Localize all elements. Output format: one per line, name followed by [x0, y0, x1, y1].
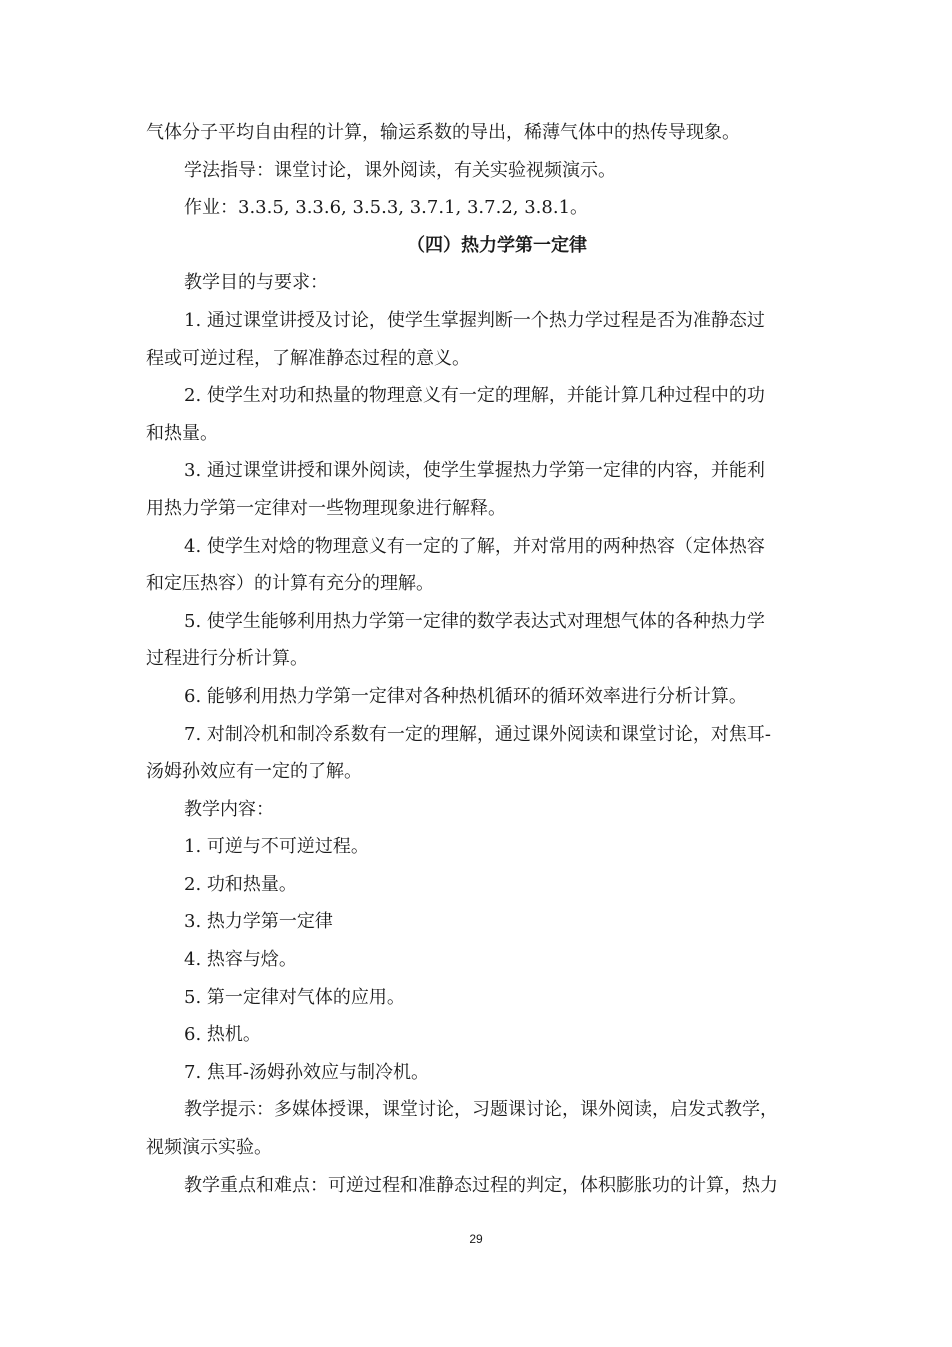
section-heading: （四）热力学第一定律 [407, 234, 587, 256]
paragraph-continuation-line: 视频演示实验。 [146, 1137, 272, 1159]
paragraph-line: 2. 使学生对功和热量的物理意义有一定的理解，并能计算几种过程中的功 [184, 385, 765, 407]
paragraph-line: 1. 通过课堂讲授及讨论，使学生掌握判断一个热力学过程是否为准静态过 [184, 309, 765, 331]
paragraph-line: 5. 第一定律对气体的应用。 [184, 986, 405, 1008]
paragraph-line: 7. 焦耳-汤姆孙效应与制冷机。 [184, 1061, 429, 1083]
paragraph-line: 教学目的与要求： [184, 272, 328, 294]
page-number: 29 [469, 1232, 483, 1246]
paragraph-continuation-line: 和热量。 [146, 422, 218, 444]
paragraph-continuation-line: 过程进行分析计算。 [146, 648, 308, 670]
paragraph-line: 2. 功和热量。 [184, 873, 297, 895]
paragraph-line: 7. 对制冷机和制冷系数有一定的理解，通过课外阅读和课堂讨论，对焦耳- [184, 723, 771, 745]
paragraph-line: 6. 能够利用热力学第一定律对各种热机循环的循环效率进行分析计算。 [184, 685, 747, 707]
paragraph-line: 学法指导：课堂讨论，课外阅读，有关实验视频演示。 [184, 159, 616, 181]
paragraph-continuation-line: 用热力学第一定律对一些物理现象进行解释。 [146, 497, 506, 519]
page-body [146, 114, 810, 1204]
paragraph-line: 3. 通过课堂讲授和课外阅读，使学生掌握热力学第一定律的内容，并能利 [184, 460, 765, 482]
paragraph-line: 教学内容： [184, 798, 274, 820]
paragraph-line: 1. 可逆与不可逆过程。 [184, 836, 369, 858]
paragraph-line: 5. 使学生能够利用热力学第一定律的数学表达式对理想气体的各种热力学 [184, 610, 765, 632]
paragraph-line: 4. 热容与焓。 [184, 949, 297, 971]
paragraph-continuation-line: 气体分子平均自由程的计算，输运系数的导出，稀薄气体中的热传导现象。 [146, 122, 740, 143]
paragraph-line: 教学重点和难点：可逆过程和准静态过程的判定，体积膨胀功的计算，热力 [184, 1174, 778, 1196]
paragraph-line: 4. 使学生对焓的物理意义有一定的了解，并对常用的两种热容（定体热容 [184, 535, 765, 557]
paragraph-continuation-line: 程或可逆过程，了解准静态过程的意义。 [146, 347, 470, 369]
paragraph-continuation-line: 和定压热容）的计算有充分的理解。 [146, 573, 434, 595]
paragraph-continuation-line: 汤姆孙效应有一定的了解。 [146, 761, 362, 783]
paragraph-line: 3. 热力学第一定律 [184, 911, 333, 933]
paragraph-line: 6. 热机。 [184, 1024, 261, 1046]
paragraph-line: 教学提示：多媒体授课，课堂讨论，习题课讨论，课外阅读，启发式教学， [184, 1099, 778, 1121]
paragraph-line: 作业：3.3.5, 3.3.6, 3.5.3, 3.7.1, 3.7.2, 3.8.1。 [184, 197, 589, 219]
